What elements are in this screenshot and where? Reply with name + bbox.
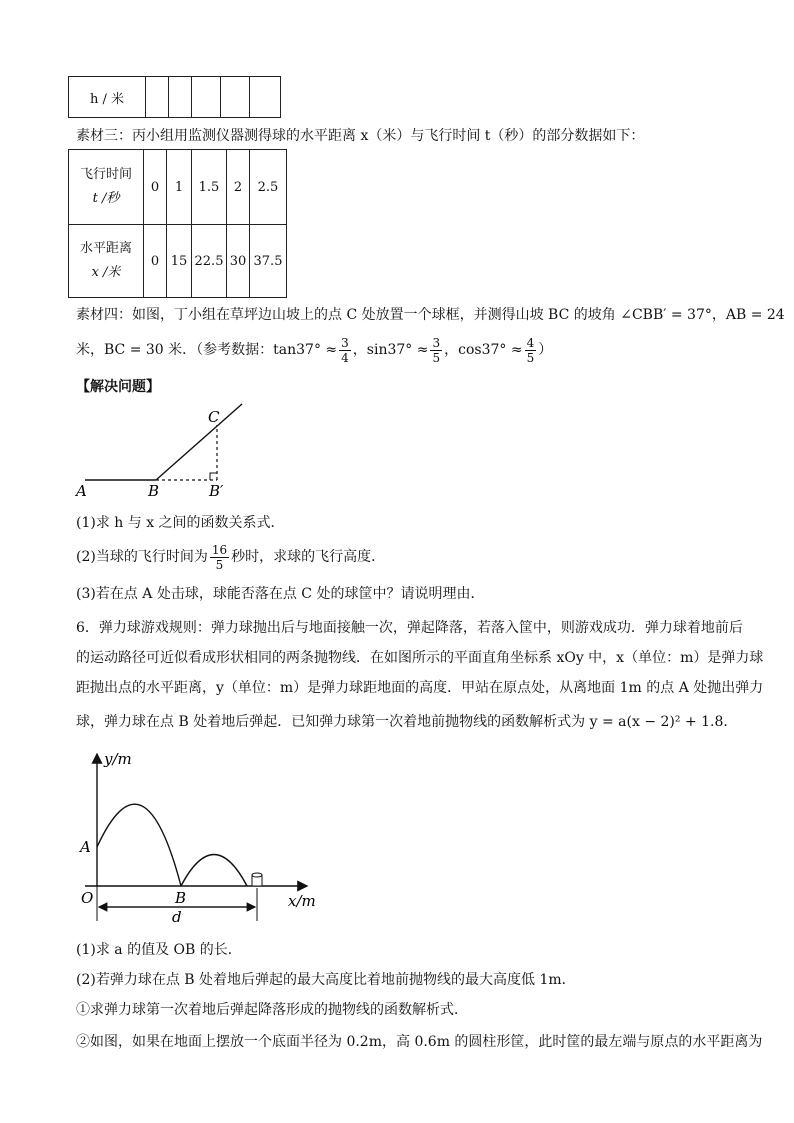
subquestion-2a: ①求弹力球第一次着地后弹起降落形成的抛物线的函数解析式．	[76, 1002, 468, 1018]
height-cell	[250, 77, 281, 118]
distance-value: 37.5	[250, 225, 287, 298]
label-y-axis: y/m	[104, 750, 132, 768]
time-value: 2.5	[250, 150, 287, 225]
label-x-axis: x/m	[288, 892, 316, 910]
problem-6-line2: 的运动路径可近似看成形状相同的两条抛物线．在如图所示的平面直角坐标系 xOy 中，x（单位：m）是弹力球	[76, 650, 764, 666]
distance-value: 22.5	[192, 225, 227, 298]
distance-value: 30	[227, 225, 250, 298]
material-three-text: 素材三：丙小组用监测仪器测得球的水平距离 x（米）与飞行时间 t（秒）的部分数据如下：	[76, 128, 645, 144]
label-C: C	[208, 408, 220, 426]
material-four-line1: 素材四：如图，丁小组在草坪边山坡上的点 C 处放置一个球框，并测得山坡 BC 的坡角 ∠CBB′ = 37°，AB = 24	[76, 307, 785, 323]
time-value: 0	[144, 150, 167, 225]
distance-value: 0	[144, 225, 167, 298]
time-value: 1	[167, 150, 192, 225]
height-table	[68, 76, 281, 118]
label-d: d	[172, 908, 182, 926]
material-four-line2: 米，BC = 30 米．（参考数据：tan37° ≈ $\frac{3}{4}$ ，sin37° ≈ $\frac{3}{5}$ ，cos37° ≈ $\frac{4}{5}$ ）	[76, 335, 553, 365]
problem-6-line4: 球，弹力球在点 B 处着地后弹起．已知弹力球第一次着地前抛物线的函数解析式为 y = a(x − 2)² + 1.8．	[76, 714, 738, 730]
time-value: 2	[227, 150, 250, 225]
label-point-A: A	[80, 838, 91, 856]
time-distance-table	[68, 149, 287, 298]
question-3: (3)若在点 A 处击球，球能否落在点 C 处的球筐中？请说明理由．	[76, 586, 485, 602]
distance-value: 15	[167, 225, 192, 298]
height-cell	[221, 77, 250, 118]
subquestion-2: (2)若弹力球在点 B 处着地后弹起的最大高度比着地前抛物线的最大高度低 1m．	[76, 972, 576, 988]
bounce-figure	[70, 746, 330, 926]
height-cell	[169, 77, 192, 118]
label-A: A	[76, 482, 87, 500]
height-cell	[146, 77, 169, 118]
subquestion-2b: ②如图，如果在地面上摆放一个底面半径为 0.2m，高 0.6m 的圆柱形筐，此时筐的最左端与原点的水平距离为	[76, 1034, 763, 1050]
time-row-label: 飞行时间 t /秒	[69, 150, 144, 225]
problem-6-line3: 距抛出点的水平距离，y（单位：m）是弹力球距地面的高度．甲站在原点处，从离地面 1m 的点 A 处抛出弹力	[76, 680, 764, 696]
solve-heading: 【解决问题】	[76, 379, 160, 395]
time-value: 1.5	[192, 150, 227, 225]
distance-row-label: 水平距离 x /米	[69, 225, 144, 298]
question-1: (1)求 h 与 x 之间的函数关系式．	[76, 515, 285, 531]
fraction-sin: $\frac{3}{5}$	[432, 335, 441, 365]
height-cell	[192, 77, 221, 118]
label-origin: O	[81, 889, 94, 907]
fraction-tan: $\frac{3}{4}$	[341, 335, 349, 365]
subquestion-1: (1)求 a 的值及 OB 的长．	[76, 942, 242, 958]
label-point-B: B	[175, 889, 187, 907]
label-B-prime: B′	[209, 482, 224, 500]
fraction-cos: $\frac{4}{5}$	[526, 335, 535, 365]
problem-6-line1: 6．弹力球游戏规则：弹力球抛出后与地面接触一次，弹起降落，若落入筐中，则游戏成功．弹力球着地前后	[76, 620, 743, 636]
height-row-label: h / 米	[69, 77, 146, 118]
label-B: B	[148, 482, 160, 500]
fraction-time: $\frac{16}{5}$	[211, 542, 228, 572]
slope-figure	[70, 398, 270, 503]
question-2: (2)当球的飞行时间为 $\frac{16}{5}$ 秒时，求球的飞行高度．	[76, 542, 386, 572]
